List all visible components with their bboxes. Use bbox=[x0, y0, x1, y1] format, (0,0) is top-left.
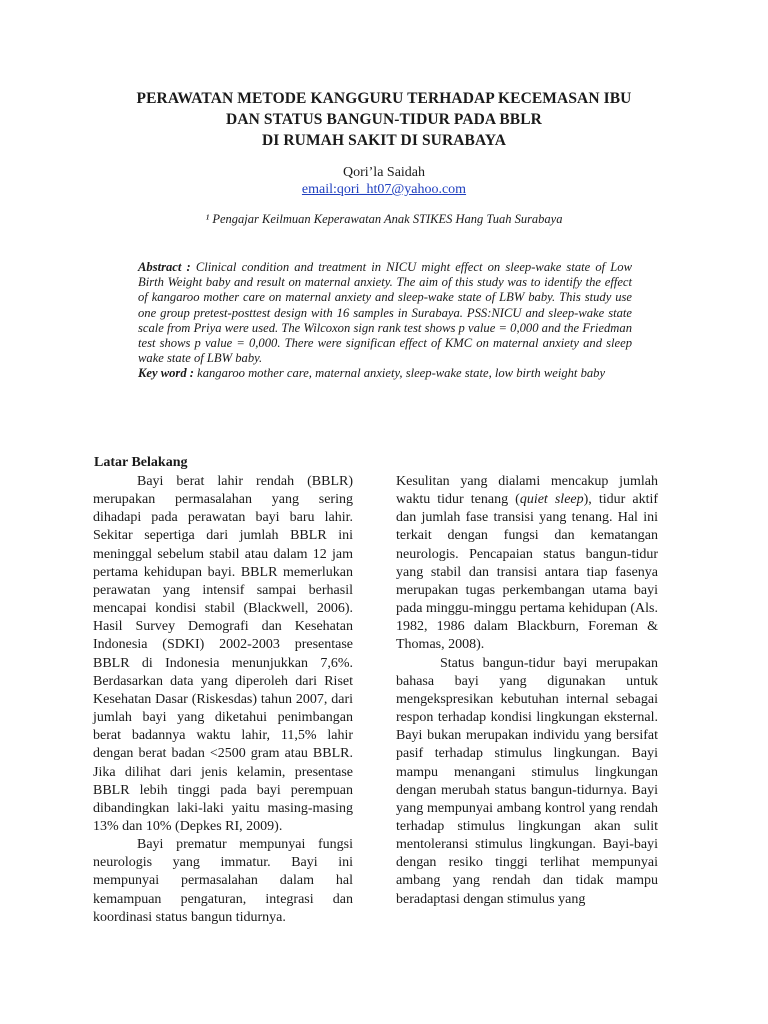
keywords-paragraph bbox=[138, 366, 632, 381]
abstract-label: Abstract : bbox=[138, 260, 191, 274]
left-column bbox=[93, 473, 353, 927]
section-heading: Latar Belakang bbox=[94, 455, 188, 470]
author-email bbox=[0, 181, 768, 199]
right-paragraph-1 bbox=[396, 473, 658, 655]
author-affiliation: ¹ Pengajar Keilmuan Keperawatan Anak STIKES Hang Tuah Surabaya bbox=[205, 212, 563, 226]
paper-title bbox=[60, 88, 708, 151]
right-p1-text-b: ), tidur aktif dan jumlah fase transisi yang tenang. Hal ini terkait dengan fungsi dan kematangan neurologis. Pencapaian status bangun-tidur yang stabil dan transisi antara tiap fasenya merupakan tugas perkembangan utama bayi pada minggu-minggu pertama kehidupan (Als. 1982, 1986 dalam Blackburn, Foreman & Thomas, 2008). bbox=[396, 492, 659, 653]
email-link[interactable]: email:qori_ht07@yahoo.com bbox=[301, 182, 467, 197]
right-paragraph-2: Status bangun-tidur bayi merupakan bahasa bayi yang digunakan untuk mengekspresikan kebutuhan internal sebagai respon terhadap kondisi lingkungan eksternal. Bayi bukan merupakan individu yang bersifat pasif terhadap stimulus lingkungan. Bayi mampu menangani stimulus lingkungan dengan merubah status bangun-tidurnya. Bayi yang mempunyai ambang kontrol yang rendah terhadap stimulus lingkungan akan sulit mentoleransi stimulus lingkungan. Bayi-bayi dengan resiko tinggi terlihat mempunyai ambang yang rendah dan tidak mampu beradaptasi dengan stimulus yang bbox=[396, 655, 658, 907]
left-paragraph-1: Bayi berat lahir rendah (BBLR) merupakan permasalahan yang sering dihadapi pada perawatan bayi baru lahir. Sekitar sepertiga dari jumlah BBLR ini meninggal sebelum stabil atau dalam 12 jam pertama kehidupan bayi. BBLR memerlukan perawatan yang intensif sampai berhasil mencapai kondisi stabil (Blackwell, 2006). Hasil Survey Demografi dan Kesehatan Indonesia (SDKI) 2002-2003 presentase BBLR di Indonesia menunjukkan 7,6%. Berdasarkan data yang diperoleh dari Riset Kesehatan Dasar (Riskesdas) tahun 2007, dari jumlah bayi yang diketahui penimbangan berat badannya waktu lahir, 11,5% lahir dengan berat badan <2500 gram atau BBLR. Jika dilihat dari jenis kelamin, presentase BBLR lebih tinggi pada bayi perempuan dibandingkan laki-laki yaitu masing-masing 13% dan 10% (Depkes RI, 2009). bbox=[93, 474, 353, 834]
abstract-paragraph bbox=[138, 260, 632, 366]
title-line-2: DAN STATUS BANGUN-TIDUR PADA BBLR bbox=[226, 111, 542, 128]
right-column bbox=[396, 473, 658, 909]
keywords-text: kangaroo mother care, maternal anxiety, sleep-wake state, low birth weight baby bbox=[193, 366, 606, 381]
right-p1-italic-term: quiet sleep bbox=[519, 492, 584, 508]
abstract-block bbox=[138, 260, 632, 382]
keywords-label: Key word : bbox=[138, 366, 194, 381]
title-line-1: PERAWATAN METODE KANGGURU TERHADAP KECEMASAN IBU bbox=[136, 90, 632, 107]
right-p1-text-a: Kesulitan yang dialami mencakup jumlah waktu tidur tenang ( bbox=[396, 474, 658, 508]
left-paragraph-2: Bayi prematur mempunyai fungsi neurologis yang immatur. Bayi ini mempunyai permasalahan dalam hal kemampuan pengaturan, integrasi dan koordinasi status bangun tidurnya. bbox=[93, 837, 353, 925]
abstract-text: Clinical condition and treatment in NICU might effect on sleep-wake state of Low Birth Weight baby and result on maternal anxiety. The aim of this study was to identify the effect of kangaroo mother care on maternal anxiety and sleep-wake state of LBW baby. This study use one group pretest-posttest design with 16 samples in Surabaya. PSS:NICU and sleep-wake state scale from Priya were used. The Wilcoxon sign rank test shows p value = 0,000 and the Friedman test shows p value = 0,000. There were significan effect of KMC on maternal anxiety and sleep wake state of LBW baby. bbox=[138, 260, 632, 366]
author-name: Qori’la Saidah bbox=[342, 165, 426, 180]
title-line-3: DI RUMAH SAKIT DI SURABAYA bbox=[261, 132, 507, 149]
